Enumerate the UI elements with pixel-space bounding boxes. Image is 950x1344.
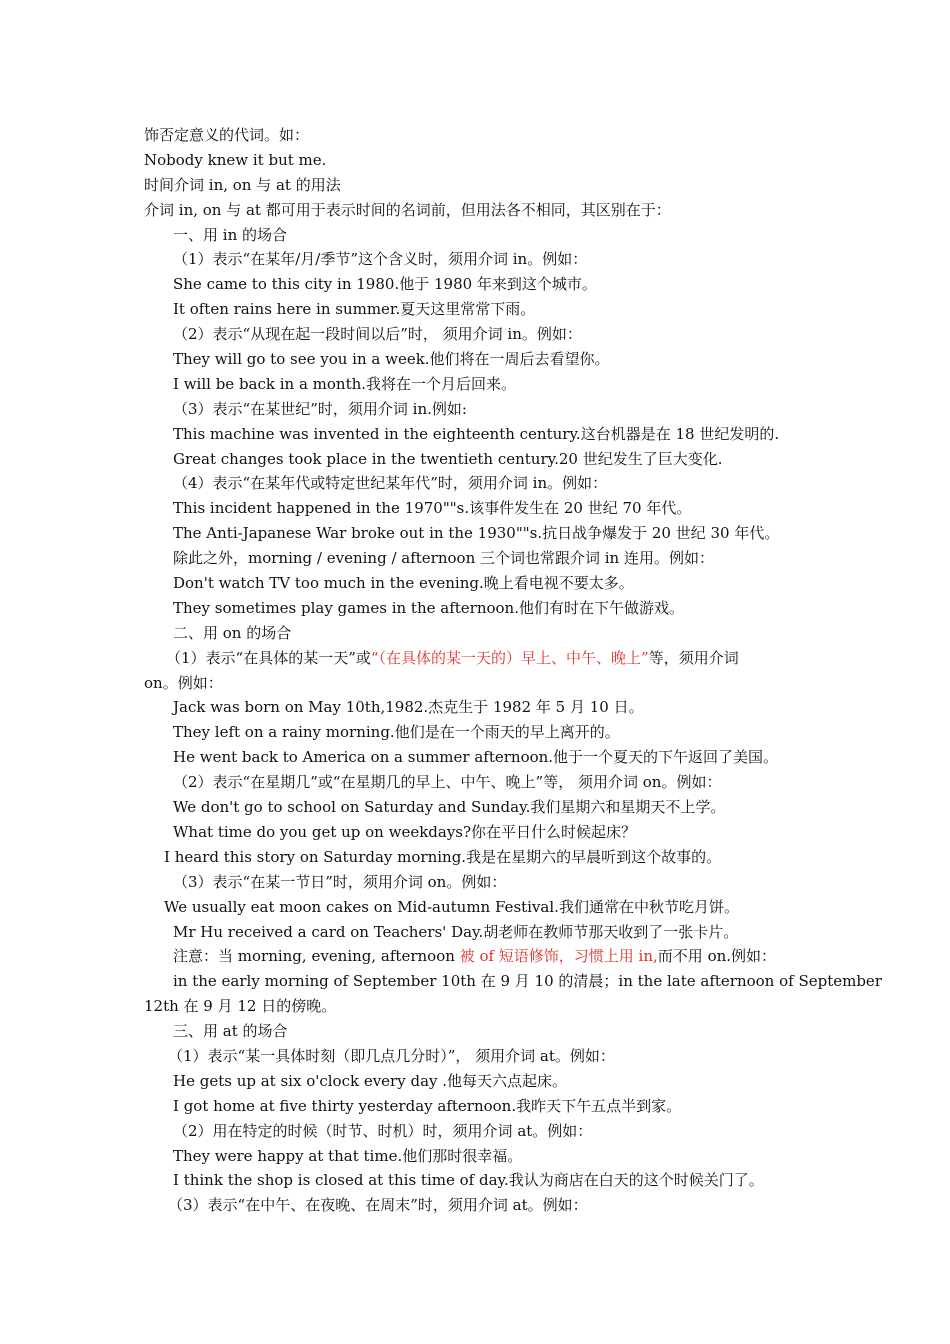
section-title: 时间介词 in, on 与 at 的用法 (144, 175, 341, 194)
example-sentence: Nobody knew it but me. (144, 150, 327, 169)
example-sentence: They will go to see you in a week.他们将在一周后去看望你。 (173, 350, 610, 369)
example-sentence: Jack was born on May 10th,1982.杰克生于 1982 年 5 月 10 日。 (173, 698, 644, 717)
rule-text: （1）表示“在具体的某一天”或 (166, 648, 371, 667)
example-sentence: The Anti-Japanese War broke out in the 1930""s.抗日战争爆发于 20 世纪 30 年代。 (173, 524, 780, 543)
highlighted-text: “（在具体的某一天的）早上、中午、晚上” (370, 648, 649, 667)
example-sentence: They sometimes play games in the afternoon.他们有时在下午做游戏。 (173, 598, 684, 617)
rule-line: （2）表示“在星期几”或“在星期几的早上、中午、晚上”等， 须用介词 on。例如： (173, 773, 722, 792)
example-sentence: He gets up at six o'clock every day .他每天六点起床。 (173, 1071, 568, 1090)
rule-line: （1）表示“某一具体时刻（即几点几分时）”， 须用介词 at。例如： (168, 1046, 615, 1065)
rule-text: 等，须用介词 (648, 648, 739, 667)
example-sentence: What time do you get up on weekdays?你在平日什么时候起床？ (173, 822, 637, 841)
document-body (144, 123, 882, 1218)
subsection-heading-in: 一、用 in 的场合 (173, 225, 287, 244)
rule-line: （2）用在特定的时候（时节、时机）时，须用介词 at。例如： (173, 1121, 593, 1140)
subsection-heading-on: 二、用 on 的场合 (173, 623, 292, 642)
example-sentence: He went back to America on a summer afternoon.他于一个夏天的下午返回了美国。 (173, 748, 779, 767)
note-text: 注意：当 morning, evening, afternoon (173, 947, 455, 966)
example-sentence: They were happy at that time.他们那时很幸福。 (173, 1146, 523, 1165)
example-sentence: I got home at five thirty yesterday afternoon.我昨天下午五点半到家。 (173, 1096, 682, 1115)
example-sentence: We don't go to school on Saturday and Sunday.我们星期六和星期天不上学。 (173, 798, 726, 817)
rule-line: （4）表示“在某年代或特定世纪某年代”时，须用介词 in。例如： (173, 474, 608, 493)
rule-line: （2）表示“从现在起一段时间以后”时， 须用介词 in。例如： (173, 325, 582, 344)
text-line: 饰否定意义的代词。如： (144, 126, 310, 144)
example-sentence: Don't watch TV too much in the evening.晚上看电视不要太多。 (173, 574, 634, 593)
rule-line: （3）表示“在某世纪”时，须用介词 in.例如: (173, 399, 467, 418)
rule-line: （3）表示“在某一节日”时，须用介词 on。例如： (173, 872, 507, 891)
example-sentence: in the early morning of September 10th 在 9 月 10 的清晨；in the late afternoon of September (173, 972, 882, 991)
example-sentence: This machine was invented in the eighteenth century.这台机器是在 18 世纪发明的. (173, 424, 780, 443)
text-line: 除此之外，morning / evening / afternoon 三个词也常跟介词 in 连用。例如： (173, 549, 714, 568)
example-sentence: They left on a rainy morning.他们是在一个雨天的早上离开的。 (173, 723, 620, 742)
example-sentence: I think the shop is closed at this time of day.我认为商店在白天的这个时候关门了。 (173, 1171, 764, 1190)
rule-line: （1）表示“在某年/月/季节”这个含义时，须用介词 in。例如： (173, 250, 588, 269)
example-sentence: This incident happened in the 1970""s.该事件发生在 20 世纪 70 年代。 (173, 499, 692, 518)
note-text: 而不用 on.例如： (657, 947, 777, 966)
example-sentence: Great changes took place in the twentieth century.20 世纪发生了巨大变化. (173, 449, 723, 468)
highlighted-text: 被 of 短语修饰，习惯上用 in, (459, 947, 658, 966)
example-sentence: I will be back in a month.我将在一个月后回来。 (173, 374, 517, 393)
example-sentence: We usually eat moon cakes on Mid-autumn Festival.我们通常在中秋节吃月饼。 (164, 897, 739, 916)
note-line (144, 944, 812, 969)
rule-line: （3）表示“在中午、在夜晚、在周末”时，须用介词 at。例如： (168, 1196, 588, 1215)
text-line: 12th 在 9 月 12 日的傍晚。 (144, 997, 337, 1016)
example-sentence: She came to this city in 1980.他于 1980 年来到这个城市。 (173, 275, 597, 294)
example-sentence: Mr Hu received a card on Teachers' Day.胡老师在教师节那天收到了一张卡片。 (173, 922, 739, 941)
example-sentence: I heard this story on Saturday morning.我是在星期六的早晨听到这个故事的。 (164, 847, 722, 866)
subsection-heading-at: 三、用 at 的场合 (173, 1022, 288, 1041)
text-line: on。例如： (144, 673, 223, 692)
example-sentence: It often rains here in summer.夏天这里常常下雨。 (173, 300, 536, 319)
rule-line (144, 646, 812, 671)
text-line: 介词 in, on 与 at 都可用于表示时间的名词前，但用法各不相同，其区别在于： (144, 200, 671, 219)
